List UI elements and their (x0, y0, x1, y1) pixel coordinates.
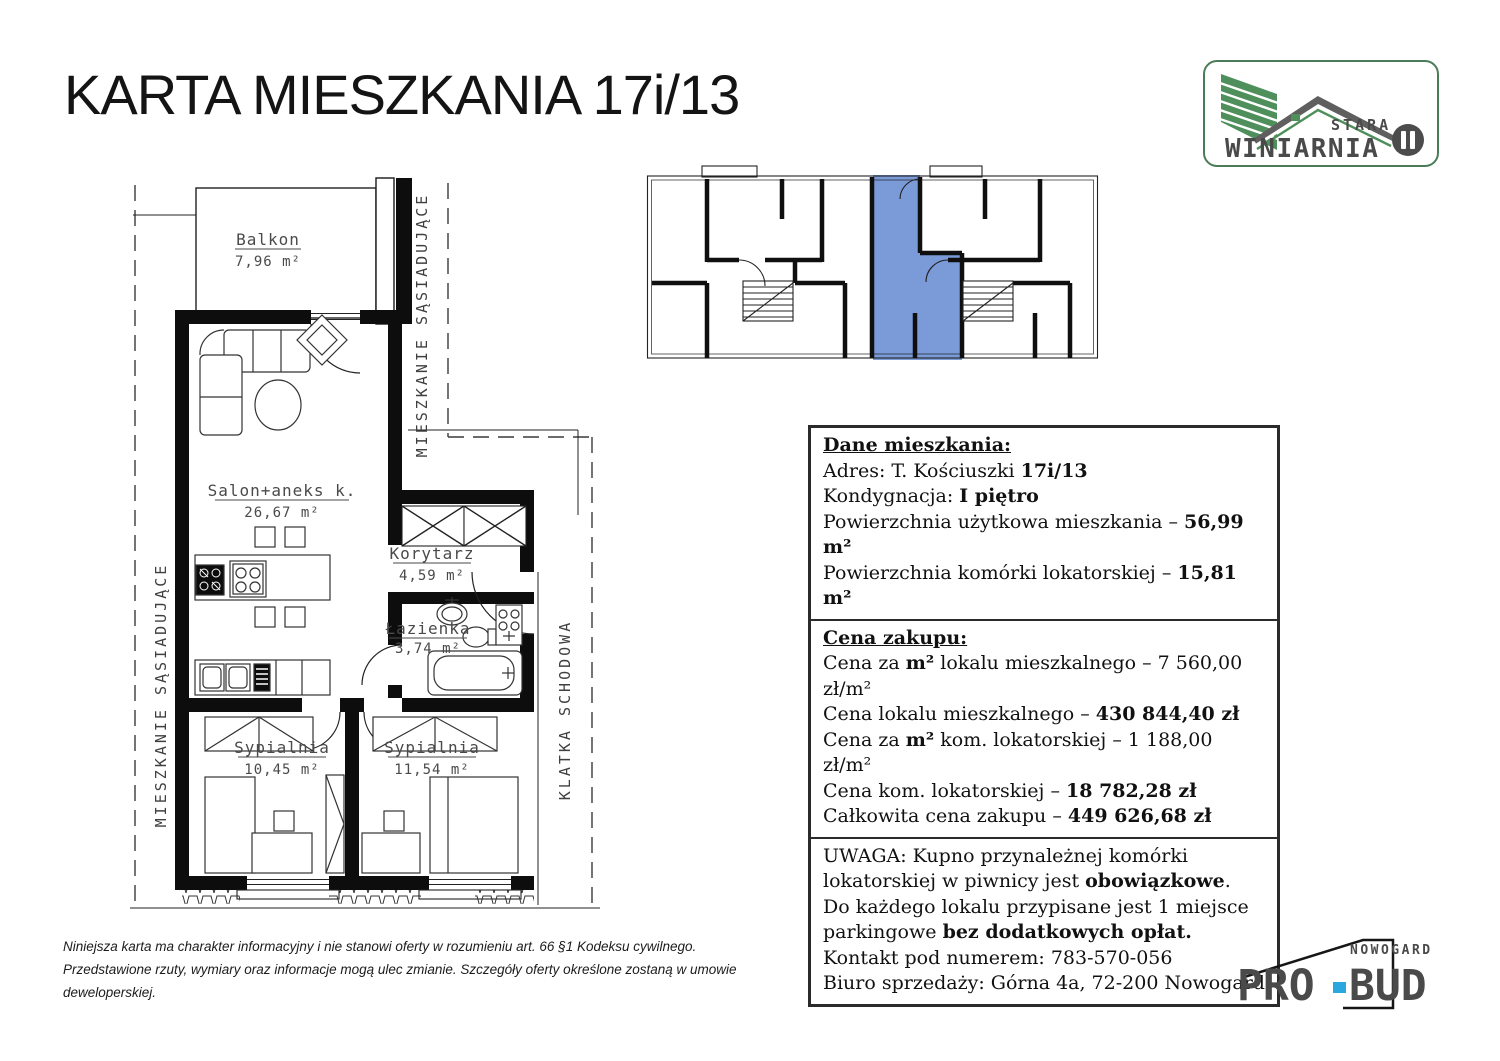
bathtub (428, 651, 522, 695)
bottom-hatch (182, 890, 534, 904)
details-line: Powierzchnia komórki lokatorskiej – 15,81 m² (823, 561, 1237, 609)
kitchen-sink-counter (195, 660, 330, 695)
neighbour-label-left: MIESZKANIE SĄSIADUJĄCE (152, 562, 170, 828)
stara-winiarnia-logo-icon (1205, 62, 1433, 161)
probud-logo (1235, 926, 1440, 1019)
kitchen-counter (195, 555, 330, 600)
sypialnia2-area: 11,54 m² (394, 762, 470, 778)
building-overview-plan (645, 163, 1100, 375)
details-line: Kondygnacja: I piętro (823, 485, 1039, 507)
overview-balcony-right (930, 166, 982, 177)
sypialnia1-area: 10,45 m² (244, 762, 320, 778)
korytarz-area: 4,59 m² (398, 568, 466, 584)
notes-section (811, 837, 1277, 1004)
probud-hyphen (1333, 982, 1346, 993)
unit-highlight (873, 175, 962, 360)
overview-walls (652, 177, 1070, 358)
neighbour-label-right: MIESZKANIE SĄSIADUJĄCE (413, 192, 431, 458)
price-section (811, 619, 1277, 837)
disclaimer-text: Niniejsza karta ma charakter informacyjny i nie stanowi oferty w rozumieniu art. 66 §1 Kodeksu cywilnego. Przedstawione rzuty, wymiary oraz informacje mogą ulec zmianie. Szczegóły oferty określone zostaną w umowie deweloperskiej. (63, 939, 737, 1000)
probud-city: NOWOGARD (1350, 943, 1433, 958)
staircase-label: KLATKA SCHODOWA (556, 619, 574, 801)
coffee-table (255, 380, 301, 430)
stara-winiarnia-logo (1203, 60, 1439, 167)
brand-top-text: STARA (1331, 116, 1392, 134)
probud-pro: PRO (1237, 961, 1315, 1011)
page-title: KARTA MIESZKANIA 17i/13 (64, 63, 740, 126)
balkon-area: 7,96 m² (234, 254, 302, 270)
apartment-floor-plan (130, 165, 640, 940)
overview-balcony-left (702, 166, 757, 177)
sypialnia2-label: Sypialnia (384, 738, 480, 757)
apartment-info-box (808, 425, 1280, 1007)
overview-stairs-left (743, 281, 793, 321)
salon-label: Salon+aneks k. (207, 481, 357, 500)
brand-main-text: WINIARNIA (1225, 134, 1380, 161)
price-header: Cena zakupu: (823, 626, 968, 649)
lazienka-label: Łazienka (385, 619, 471, 638)
price-line: Cena za m² kom. lokatorskiej – 1 188,00 zł/m² (823, 728, 1213, 776)
details-line: Powierzchnia użytkowa mieszkania – 56,99 m² (823, 510, 1244, 558)
note-line: UWAGA: Kupno przynależnej komórki lokatorskiej w piwnicy jest obowiązkowe. (823, 844, 1231, 892)
korytarz-label: Korytarz (389, 544, 475, 563)
price-line: Cena lokalu mieszkalnego – 430 844,40 zł (823, 703, 1240, 725)
brand-badge-II-icon (1392, 124, 1424, 156)
corridor-wardrobes (402, 506, 526, 546)
lazienka-area: 3,74 m² (394, 641, 462, 657)
price-line: Cena kom. lokatorskiej – 18 782,28 zł (823, 779, 1197, 802)
note-line: Biuro sprzedaży: Górna 4a, 72-200 Nowogard (823, 972, 1265, 994)
probud-bud: BUD (1349, 961, 1427, 1011)
salon-area: 26,67 m² (244, 505, 320, 521)
details-header: Dane mieszkania: (823, 434, 1012, 456)
washing-machine (496, 605, 522, 645)
price-line: Cena za m² lokalu mieszkalnego – 7 560,00 zł/m² (823, 652, 1243, 700)
details-section (811, 428, 1277, 619)
details-line: Adres: T. Kościuszki 17i/13 (823, 459, 1088, 482)
price-line: Całkowita cena zakupu – 449 626,68 zł (823, 805, 1212, 827)
overview-stairs-right (963, 281, 1013, 321)
balcony (196, 178, 394, 324)
balkon-label: Balkon (236, 230, 300, 249)
note-line: Kontakt pod numerem: 783-570-056 (823, 946, 1173, 969)
sypialnia1-label: Sypialnia (234, 738, 330, 757)
note-line: Do każdego lokalu przypisane jest 1 miejsce parkingowe bez dodatkowych opłat. (823, 895, 1249, 943)
